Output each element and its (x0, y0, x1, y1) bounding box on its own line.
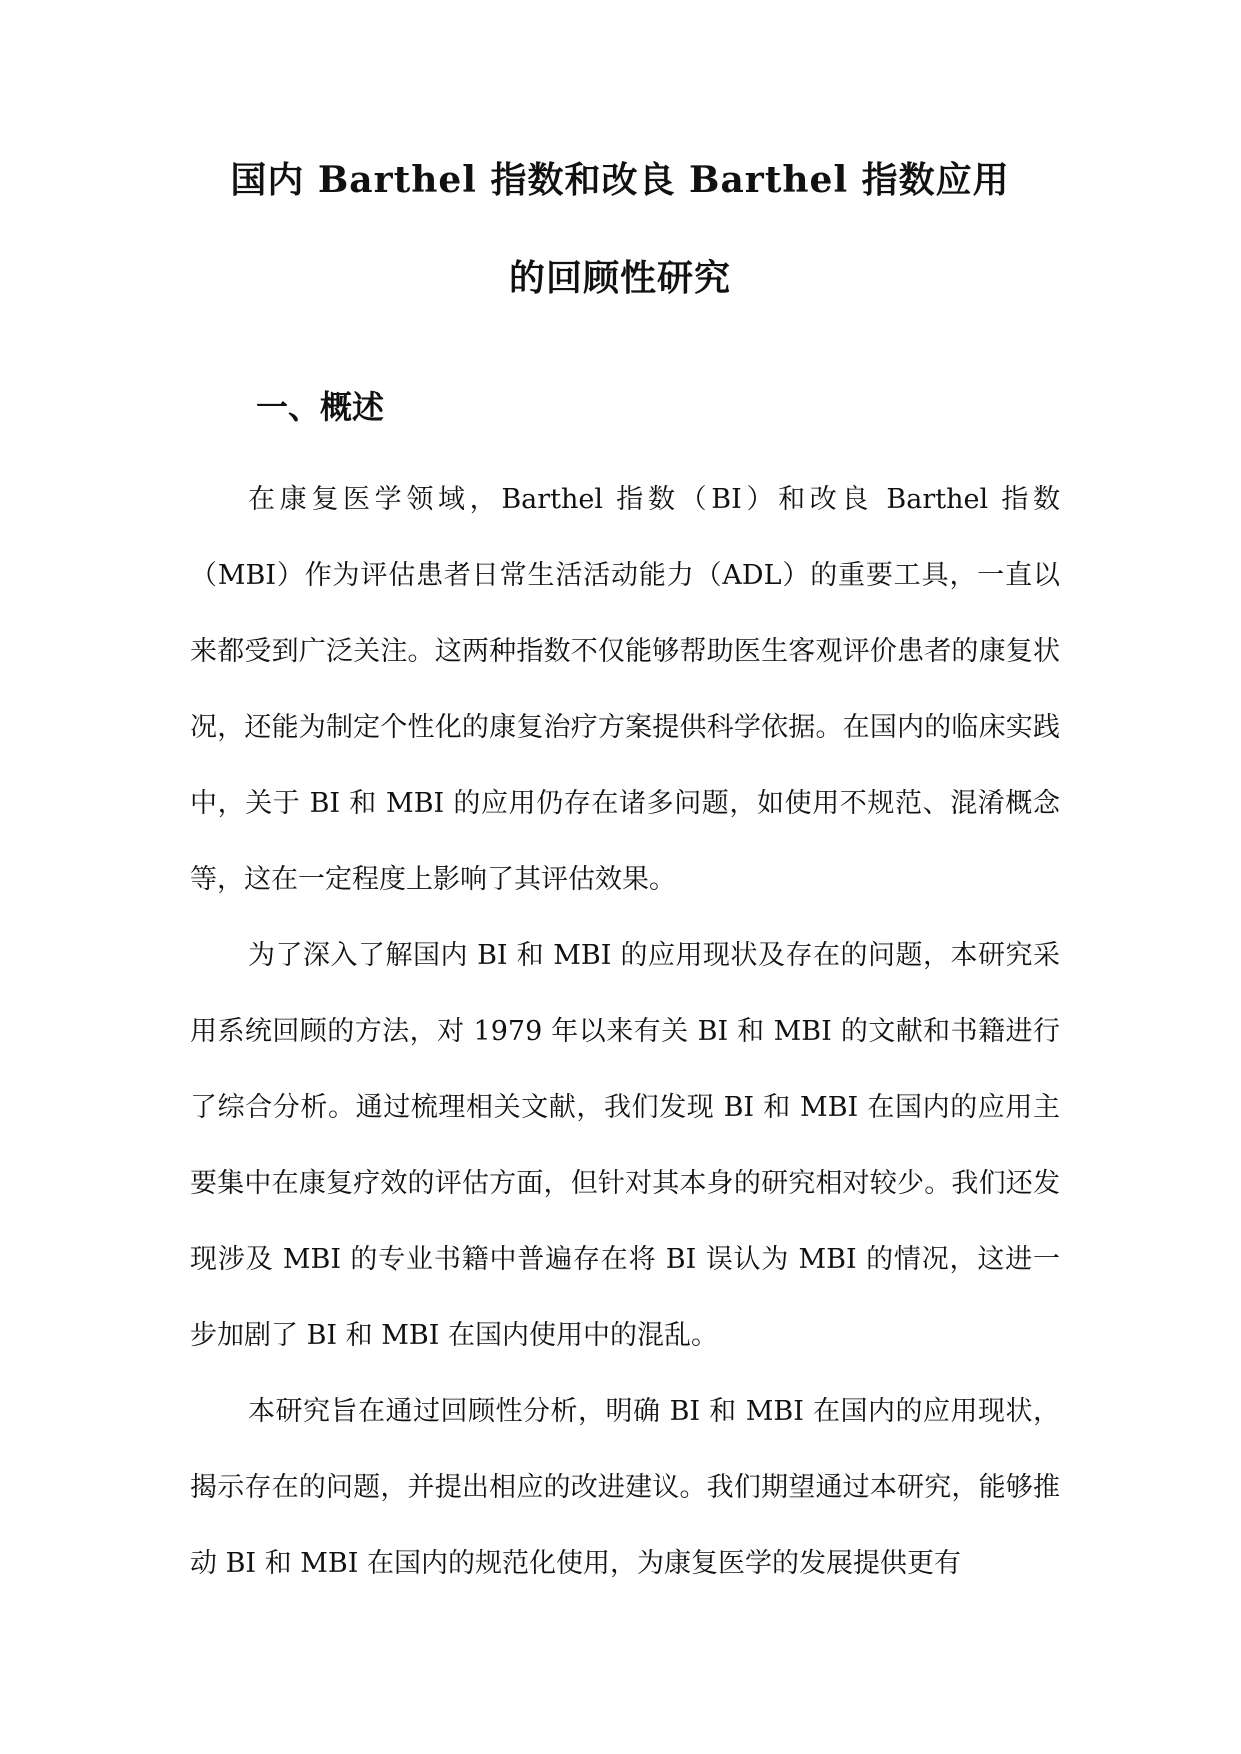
body-text (190, 462, 1060, 1602)
title-line-2: 的回顾性研究 (508, 257, 731, 299)
paragraph-3: 本研究旨在通过回顾性分析，明确 BI 和 MBI 在国内的应用现状，揭示存在的问题，并提出相应的改进建议。我们期望通过本研究，能够推动 BI 和 MBI 在国内的规范化使用，为康复医学的发展提供更有 (190, 1396, 1060, 1579)
paragraph-2: 为了深入了解国内 BI 和 MBI 的应用现状及存在的问题，本研究采用系统回顾的方法，对 1979 年以来有关 BI 和 MBI 的文献和书籍进行了综合分析。通过梳理相关文献，我们发现 BI 和 MBI 在国内的应用主要集中在康复疗效的评估方面，但针对其本身的研究相对较少。我们还发现涉及 MBI 的专业书籍中普遍存在将 BI 误认为 MBI 的情况，这进一步加剧了 BI 和 MBI 在国内使用中的混乱。 (190, 940, 1060, 1351)
title-line-1: 国内 Barthel 指数和改良 Barthel 指数应用 (230, 159, 1010, 201)
paragraph-1: 在康复医学领域，Barthel 指数（BI）和改良 Barthel 指数（MBI）作为评估患者日常生活活动能力（ADL）的重要工具，一直以来都受到广泛关注。这两种指数不仅能够帮助医生客观评价患者的康复状况，还能为制定个性化的康复治疗方案提供科学依据。在国内的临床实践中，关于 BI 和 MBI 的应用仍存在诸多问题，如使用不规范、混淆概念等，这在一定程度上影响了其评估效果。 (190, 484, 1060, 895)
section-heading: 一、概述 (256, 388, 385, 426)
